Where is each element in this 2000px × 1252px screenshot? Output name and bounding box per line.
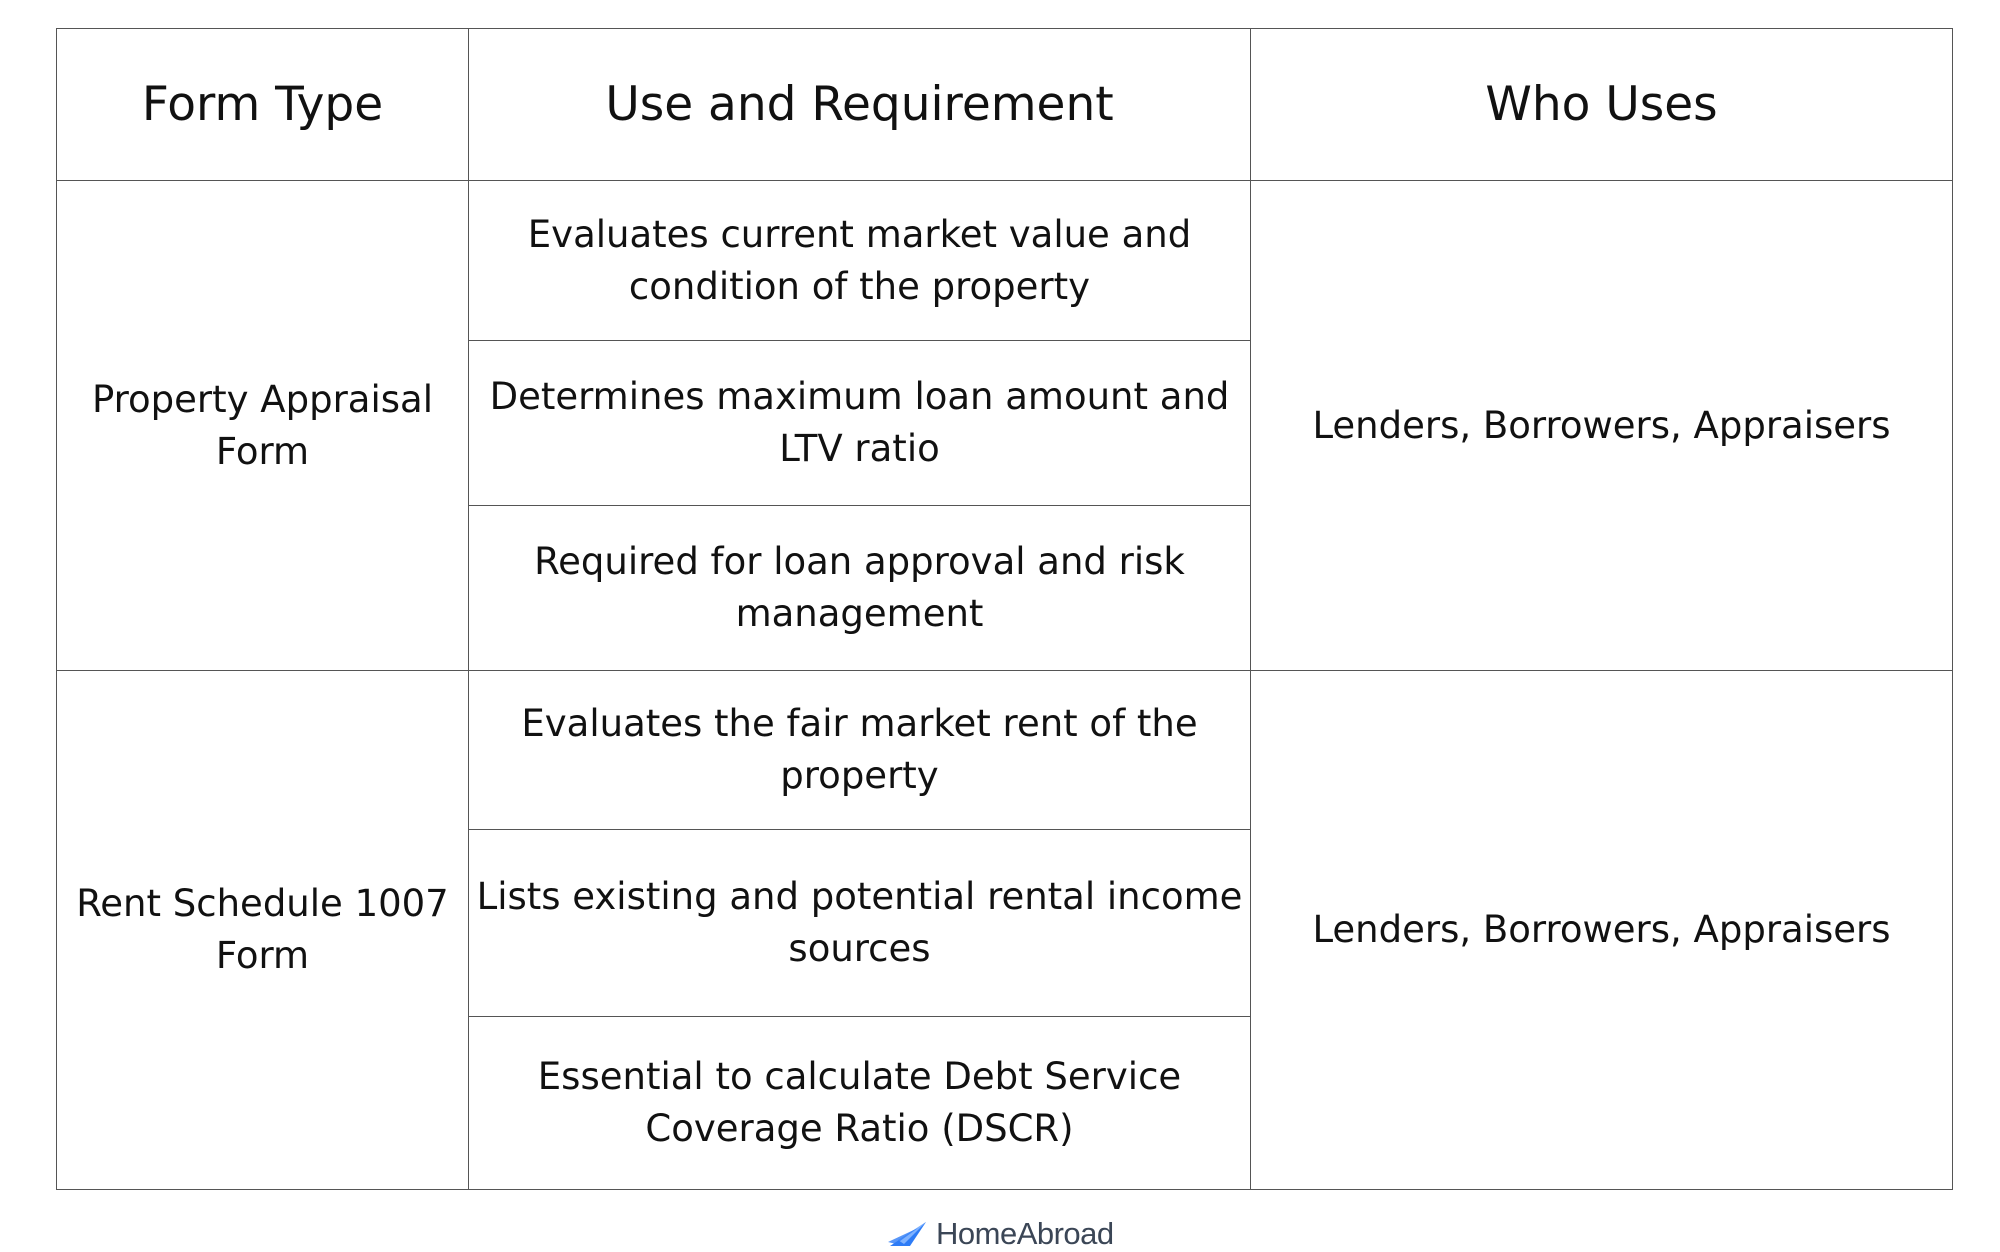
form-type-cell: Property Appraisal Form	[57, 181, 469, 671]
form-type-cell: Rent Schedule 1007 Form	[57, 671, 469, 1190]
use-cell: Evaluates the fair market rent of the property	[469, 671, 1251, 830]
use-cell: Required for loan approval and risk management	[469, 506, 1251, 671]
table-row	[57, 181, 1953, 341]
use-cell: Determines maximum loan amount and LTV ratio	[469, 341, 1251, 506]
paper-plane-logo-icon	[888, 1220, 928, 1248]
header-form-type: Form Type	[57, 29, 469, 181]
header-who-uses: Who Uses	[1251, 29, 1953, 181]
header-use-and-requirement: Use and Requirement	[469, 29, 1251, 181]
use-cell: Essential to calculate Debt Service Coverage Ratio (DSCR)	[469, 1017, 1251, 1190]
use-cell: Lists existing and potential rental income sources	[469, 830, 1251, 1017]
form-comparison-table	[56, 28, 1953, 1190]
who-uses-cell: Lenders, Borrowers, Appraisers	[1251, 671, 1953, 1190]
who-uses-cell: Lenders, Borrowers, Appraisers	[1251, 181, 1953, 671]
use-cell: Evaluates current market value and condition of the property	[469, 181, 1251, 341]
table-row	[57, 671, 1953, 830]
brand-watermark	[888, 1218, 1114, 1250]
table-header-row	[57, 29, 1953, 181]
brand-name: HomeAbroad	[936, 1216, 1114, 1251]
